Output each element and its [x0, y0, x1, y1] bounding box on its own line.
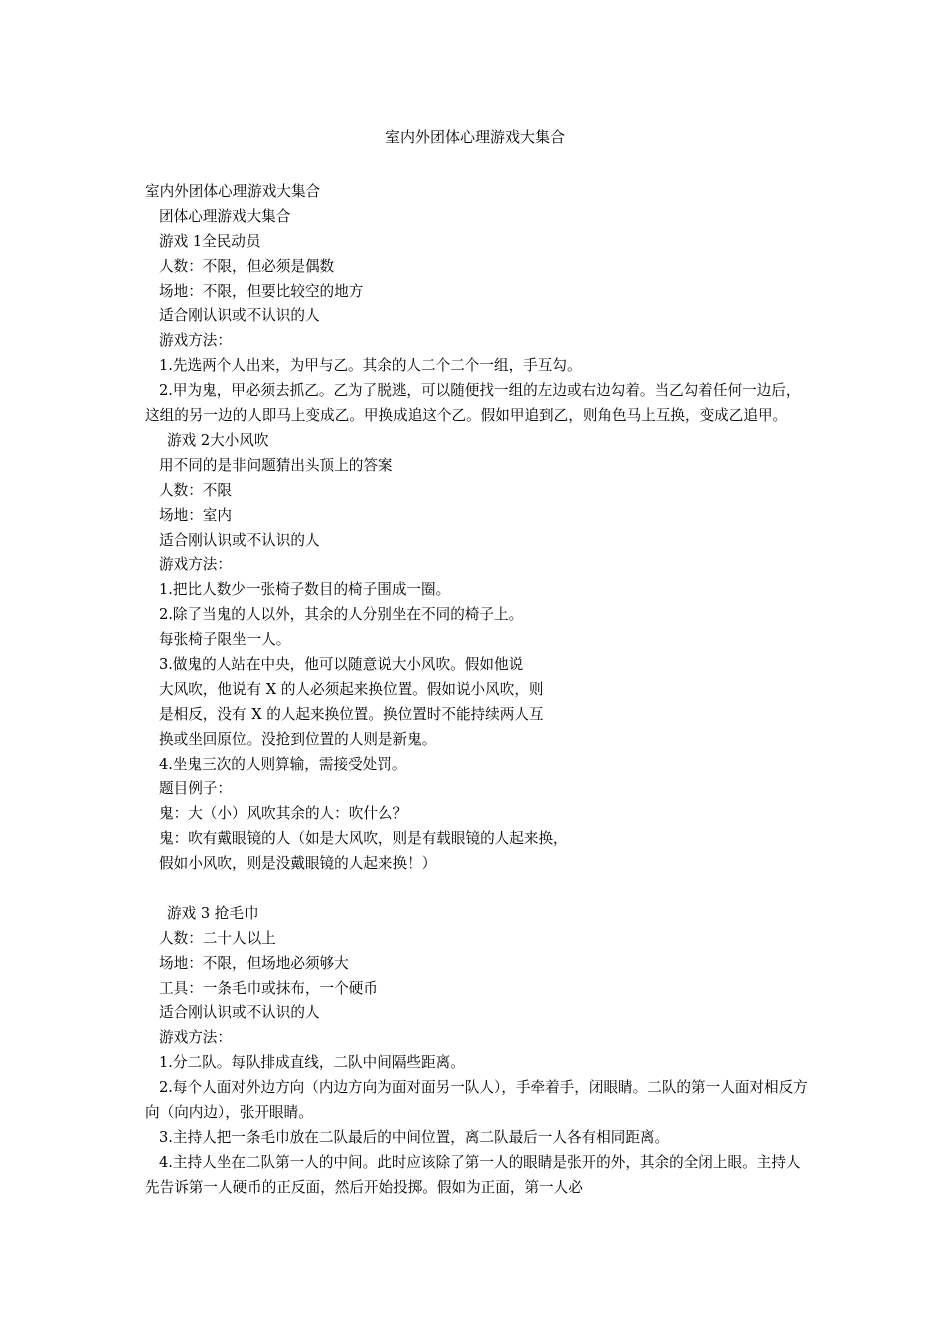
paragraph-line: 1.把比人数少一张椅子数目的椅子围成一圈。 — [159, 581, 451, 599]
paragraph-line: 工具：一条毛巾或抹布，一个硬币 — [159, 979, 378, 997]
paragraph-line: 适合刚认识或不认识的人 — [159, 307, 320, 325]
paragraph-line: 每张椅子限坐一人。 — [159, 631, 291, 649]
document-body — [145, 180, 815, 1201]
blank-line — [145, 877, 815, 902]
paragraph-line: 2.甲为鬼，甲必须去抓乙。乙为了脱逃，可以随便找一组的左边或右边勾着。当乙勾着任何一边后，这组的另一边的人即马上变成乙。甲换成追这个乙。假如甲追到乙，则角色马上互换，变成乙追甲。 — [145, 382, 801, 425]
paragraph-line: 大风吹，他说有 X 的人必须起来换位置。假如说小风吹，则 — [159, 680, 544, 698]
paragraph-line: 游戏方法： — [159, 332, 232, 350]
paragraph-line: 游戏方法： — [159, 556, 232, 574]
paragraph-line: 4.坐鬼三次的人则算输，需接受处罚。 — [159, 755, 407, 773]
paragraph-line: 场地：不限，但场地必须够大 — [159, 954, 349, 972]
paragraph-line: 4.主持人坐在二队第一人的中间。此时应该除了第一人的眼睛是张开的外，其余的全闭上眼。主持人先告诉第一人硬币的正反面，然后开始投掷。假如为正面，第一人必 — [145, 1153, 801, 1196]
paragraph-line: 人数：不限 — [159, 481, 232, 499]
paragraph-line: 场地：室内 — [159, 506, 232, 524]
paragraph-line: 换或坐回原位。没抢到位置的人则是新鬼。 — [159, 730, 437, 748]
paragraph-line: 人数：不限，但必须是偶数 — [159, 257, 335, 275]
paragraph-line: 假如小风吹，则是没戴眼镜的人起来换！） — [159, 855, 437, 873]
paragraph-line: 游戏方法： — [159, 1029, 232, 1047]
document-title: 室内外团体心理游戏大集合 — [384, 128, 565, 146]
paragraph-line: 团体心理游戏大集合 — [159, 207, 291, 225]
paragraph-line: 适合刚认识或不认识的人 — [159, 1004, 320, 1022]
paragraph-line: 题目例子： — [159, 780, 232, 798]
paragraph-line: 室内外团体心理游戏大集合 — [145, 183, 321, 200]
paragraph-line: 鬼：大（小）风吹其余的人：吹什么？ — [159, 805, 408, 823]
paragraph-line: 1.分二队。每队排成直线，二队中间隔些距离。 — [159, 1054, 465, 1072]
paragraph-line: 3.做鬼的人站在中央，他可以随意说大小风吹。假如他说 — [159, 655, 524, 673]
paragraph-line: 3.主持人把一条毛巾放在二队最后的中间位置，离二队最后一人各有相同距离。 — [159, 1128, 670, 1146]
paragraph-line: 2.除了当鬼的人以外，其余的人分别坐在不同的椅子上。 — [159, 606, 524, 624]
paragraph-line: 游戏 1全民动员 — [159, 232, 261, 250]
paragraph-line: 人数：二十人以上 — [159, 929, 276, 947]
paragraph-line: 适合刚认识或不认识的人 — [159, 531, 320, 549]
paragraph-line: 是相反，没有 X 的人起来换位置。换位置时不能持续两人互 — [159, 705, 544, 723]
paragraph-line: 鬼：吹有戴眼镜的人（如是大风吹，则是有载眼镜的人起来换， — [159, 830, 568, 848]
paragraph-line: 1.先选两个人出来，为甲与乙。其余的人二个二个一组，手互勾。 — [159, 357, 582, 375]
paragraph-line: 游戏 2大小风吹 — [167, 431, 269, 449]
paragraph-line: 用不同的是非问题猜出头顶上的答案 — [159, 456, 393, 474]
paragraph-line: 2.每个人面对外边方向（内边方向为面对面另一队人），手牵着手，闭眼睛。二队的第一人面对相反方向（向内边），张开眼睛。 — [145, 1079, 808, 1121]
paragraph-line: 游戏 3 抢毛巾 — [167, 904, 259, 922]
paragraph-line: 场地：不限，但要比较空的地方 — [159, 282, 364, 300]
